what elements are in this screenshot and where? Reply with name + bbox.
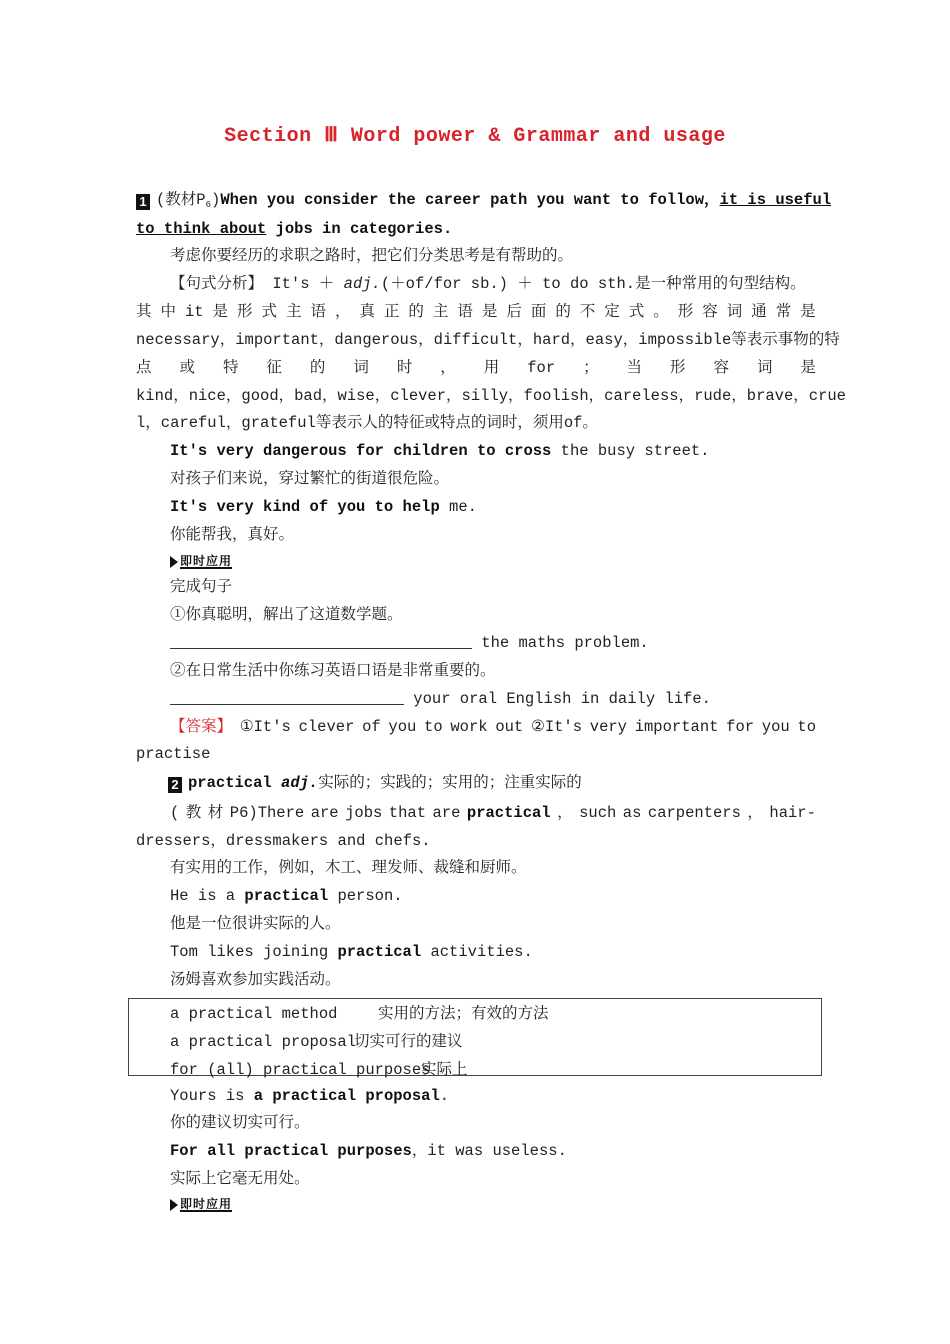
analysis-line4 [136,358,816,378]
word: 材 [207,804,224,822]
play-arrow-icon [170,1199,178,1211]
word: 中 [160,303,176,321]
word: 主 [432,303,449,321]
word: carpenters [647,804,741,822]
item1-sentence-line1 [136,190,832,215]
word: 点 [136,359,152,377]
word: ， [334,303,351,321]
word: 征 [266,359,282,377]
example-sentence: Yours is a practical proposal. [170,1087,450,1105]
answer-word: ①It's [239,718,291,736]
example-translation: 汤姆喜欢参加实践活动。 [170,971,341,989]
exercise-task: 完成句子 [170,578,233,596]
word: 词 [756,359,773,377]
example-translation: 实际上它毫无用处。 [170,1170,310,1188]
answer-word: out [495,718,524,736]
word: 语 [310,303,326,321]
exercise-question: ②在日常生活中你练习英语口语是非常重要的。 [170,662,496,680]
answer-word: work [450,718,488,736]
word: 的 [408,303,424,321]
word: 的 [555,303,571,321]
phrase-row: a practical proposal切实可行的建议 [170,1033,463,1051]
example-sentence: Tom likes joining practical activities. [170,943,533,961]
example-translation: 你能帮我，真好。 [170,526,295,544]
word: 教 [185,804,202,822]
word: 特 [222,359,239,377]
source-ref: (教材$P_6$) [156,191,221,210]
word: practical [466,804,551,822]
word: 语 [457,303,473,321]
answer-word: to [424,718,443,736]
word: 正 [383,303,400,321]
key-sentence: When you consider the career path you want to follow， [220,191,720,209]
word: 用 [483,359,500,377]
answer-line2: practise [136,745,211,763]
word: 真 [359,303,375,321]
answer-label: 【答案】 [170,718,233,736]
answer-word: to [797,718,816,736]
word: that [388,804,427,822]
word: 的 [309,359,326,377]
word: it [184,303,204,321]
word: are [310,804,339,822]
item1-sentence-line2 [136,219,816,239]
word: 或 [179,359,195,377]
phrase-row: a practical method 实用的方法；有效的方法 [170,1005,549,1023]
example-translation: 你的建议切实可行。 [170,1114,310,1132]
key-phrase: to think about [136,220,267,238]
word: 式 [261,303,278,321]
word: 是 [481,303,498,321]
word: ， [557,804,573,822]
analysis-line2 [136,302,816,322]
word: 式 [628,303,645,321]
analysis-line3: necessary，important，dangerous，difficult，hard，easy，impossible等表示事物的特 [136,331,840,349]
word: such [579,804,617,822]
answer-word: important [634,718,719,736]
word: ， [440,359,456,377]
answer-word: ②It's [530,718,583,736]
answer-blank[interactable] [170,690,404,705]
apply-heading: 即时应用 [170,1198,232,1212]
item-number-badge: 1 [136,194,150,210]
word: 当 [626,359,643,377]
example-translation: 他是一位很讲实际的人。 [170,915,341,933]
word: 不 [579,303,596,321]
apply-heading: 即时应用 [170,555,232,569]
item2-source-translation: 有实用的工作，例如，木工、理发师、裁缝和厨师。 [170,859,527,877]
word: are [432,804,461,822]
word: 后 [506,303,522,321]
answer-blank[interactable] [170,634,472,649]
item1-translation: 考虑你要经历的求职之路时，把它们分类思考是有帮助的。 [170,247,574,265]
answer-word: for [726,718,755,736]
word: 定 [604,303,620,321]
example-sentence: He is a practical person. [170,887,403,905]
word: 是 [800,359,816,377]
word: 主 [286,303,302,321]
answer-word: of [362,718,381,736]
word: jobs [345,804,383,822]
key-sentence: jobs in categories. [266,220,453,238]
example-sentence: For all practical purposes，it was useless. [170,1142,567,1160]
play-arrow-icon [170,556,178,568]
answer-line1 [170,717,816,737]
word: 词 [353,359,369,377]
exercise-blank-line: your oral English in daily life. [170,689,816,709]
word: 时 [396,359,413,377]
phrase-row: for (all) practical purposes实际上 [170,1061,468,1079]
item2-source-line2: dressers，dressmakers and chefs. [136,832,431,850]
answer-word: you [761,718,790,736]
answer-word: you [388,718,417,736]
word: 是 [212,303,229,321]
word: 容 [713,359,729,377]
exercise-blank-line: the maths problem. [170,633,816,653]
word: 形 [677,303,694,321]
item2-source-line1 [170,803,816,823]
item-number-badge: 2 [168,777,182,793]
word: P6)There [229,804,305,822]
word: 是 [800,303,816,321]
word: ； [583,359,599,377]
word: hair- [769,804,816,822]
word: 其 [136,303,152,321]
word: 形 [670,359,686,377]
analysis-line1: 【句式分析】 It's ＋ adj.(＋of/for sb.) ＋ to do sth.是一种常用的句型结构。 [170,275,806,293]
example-translation: 对孩子们来说，穿过繁忙的街道很危险。 [170,470,450,488]
word: 词 [726,303,743,321]
item2-headword: 2 practical adj.实际的；实践的；实用的；注重实际的 [170,773,816,793]
analysis-label: 【句式分析】 [170,275,264,293]
section-title: Section Ⅲ Word power & Grammar and usage [224,125,726,148]
example-sentence: It's very kind of you to help me. [170,498,477,516]
answer-word: very [589,718,627,736]
word: 。 [653,303,669,321]
word: ， [747,804,763,822]
word: 常 [775,303,792,321]
word: 通 [751,303,767,321]
word: 面 [530,303,547,321]
analysis-line6: l，careful，grateful等表示人的特征或特点的词时，须用of。 [136,414,598,432]
word: for [527,359,556,377]
word: as [622,804,642,822]
key-phrase: it is useful [719,191,832,209]
analysis-line5: kind，nice，good，bad，wise，clever，silly，foolish，careless，rude，brave，crue [136,387,846,405]
word: 形 [237,303,253,321]
word: 容 [702,303,718,321]
example-sentence: It's very dangerous for children to cross the busy street. [170,442,710,460]
phrase-box [128,998,822,1079]
exercise-question: ①你真聪明，解出了这道数学题。 [170,606,403,624]
answer-word: clever [298,718,355,736]
word: ( [170,804,180,822]
